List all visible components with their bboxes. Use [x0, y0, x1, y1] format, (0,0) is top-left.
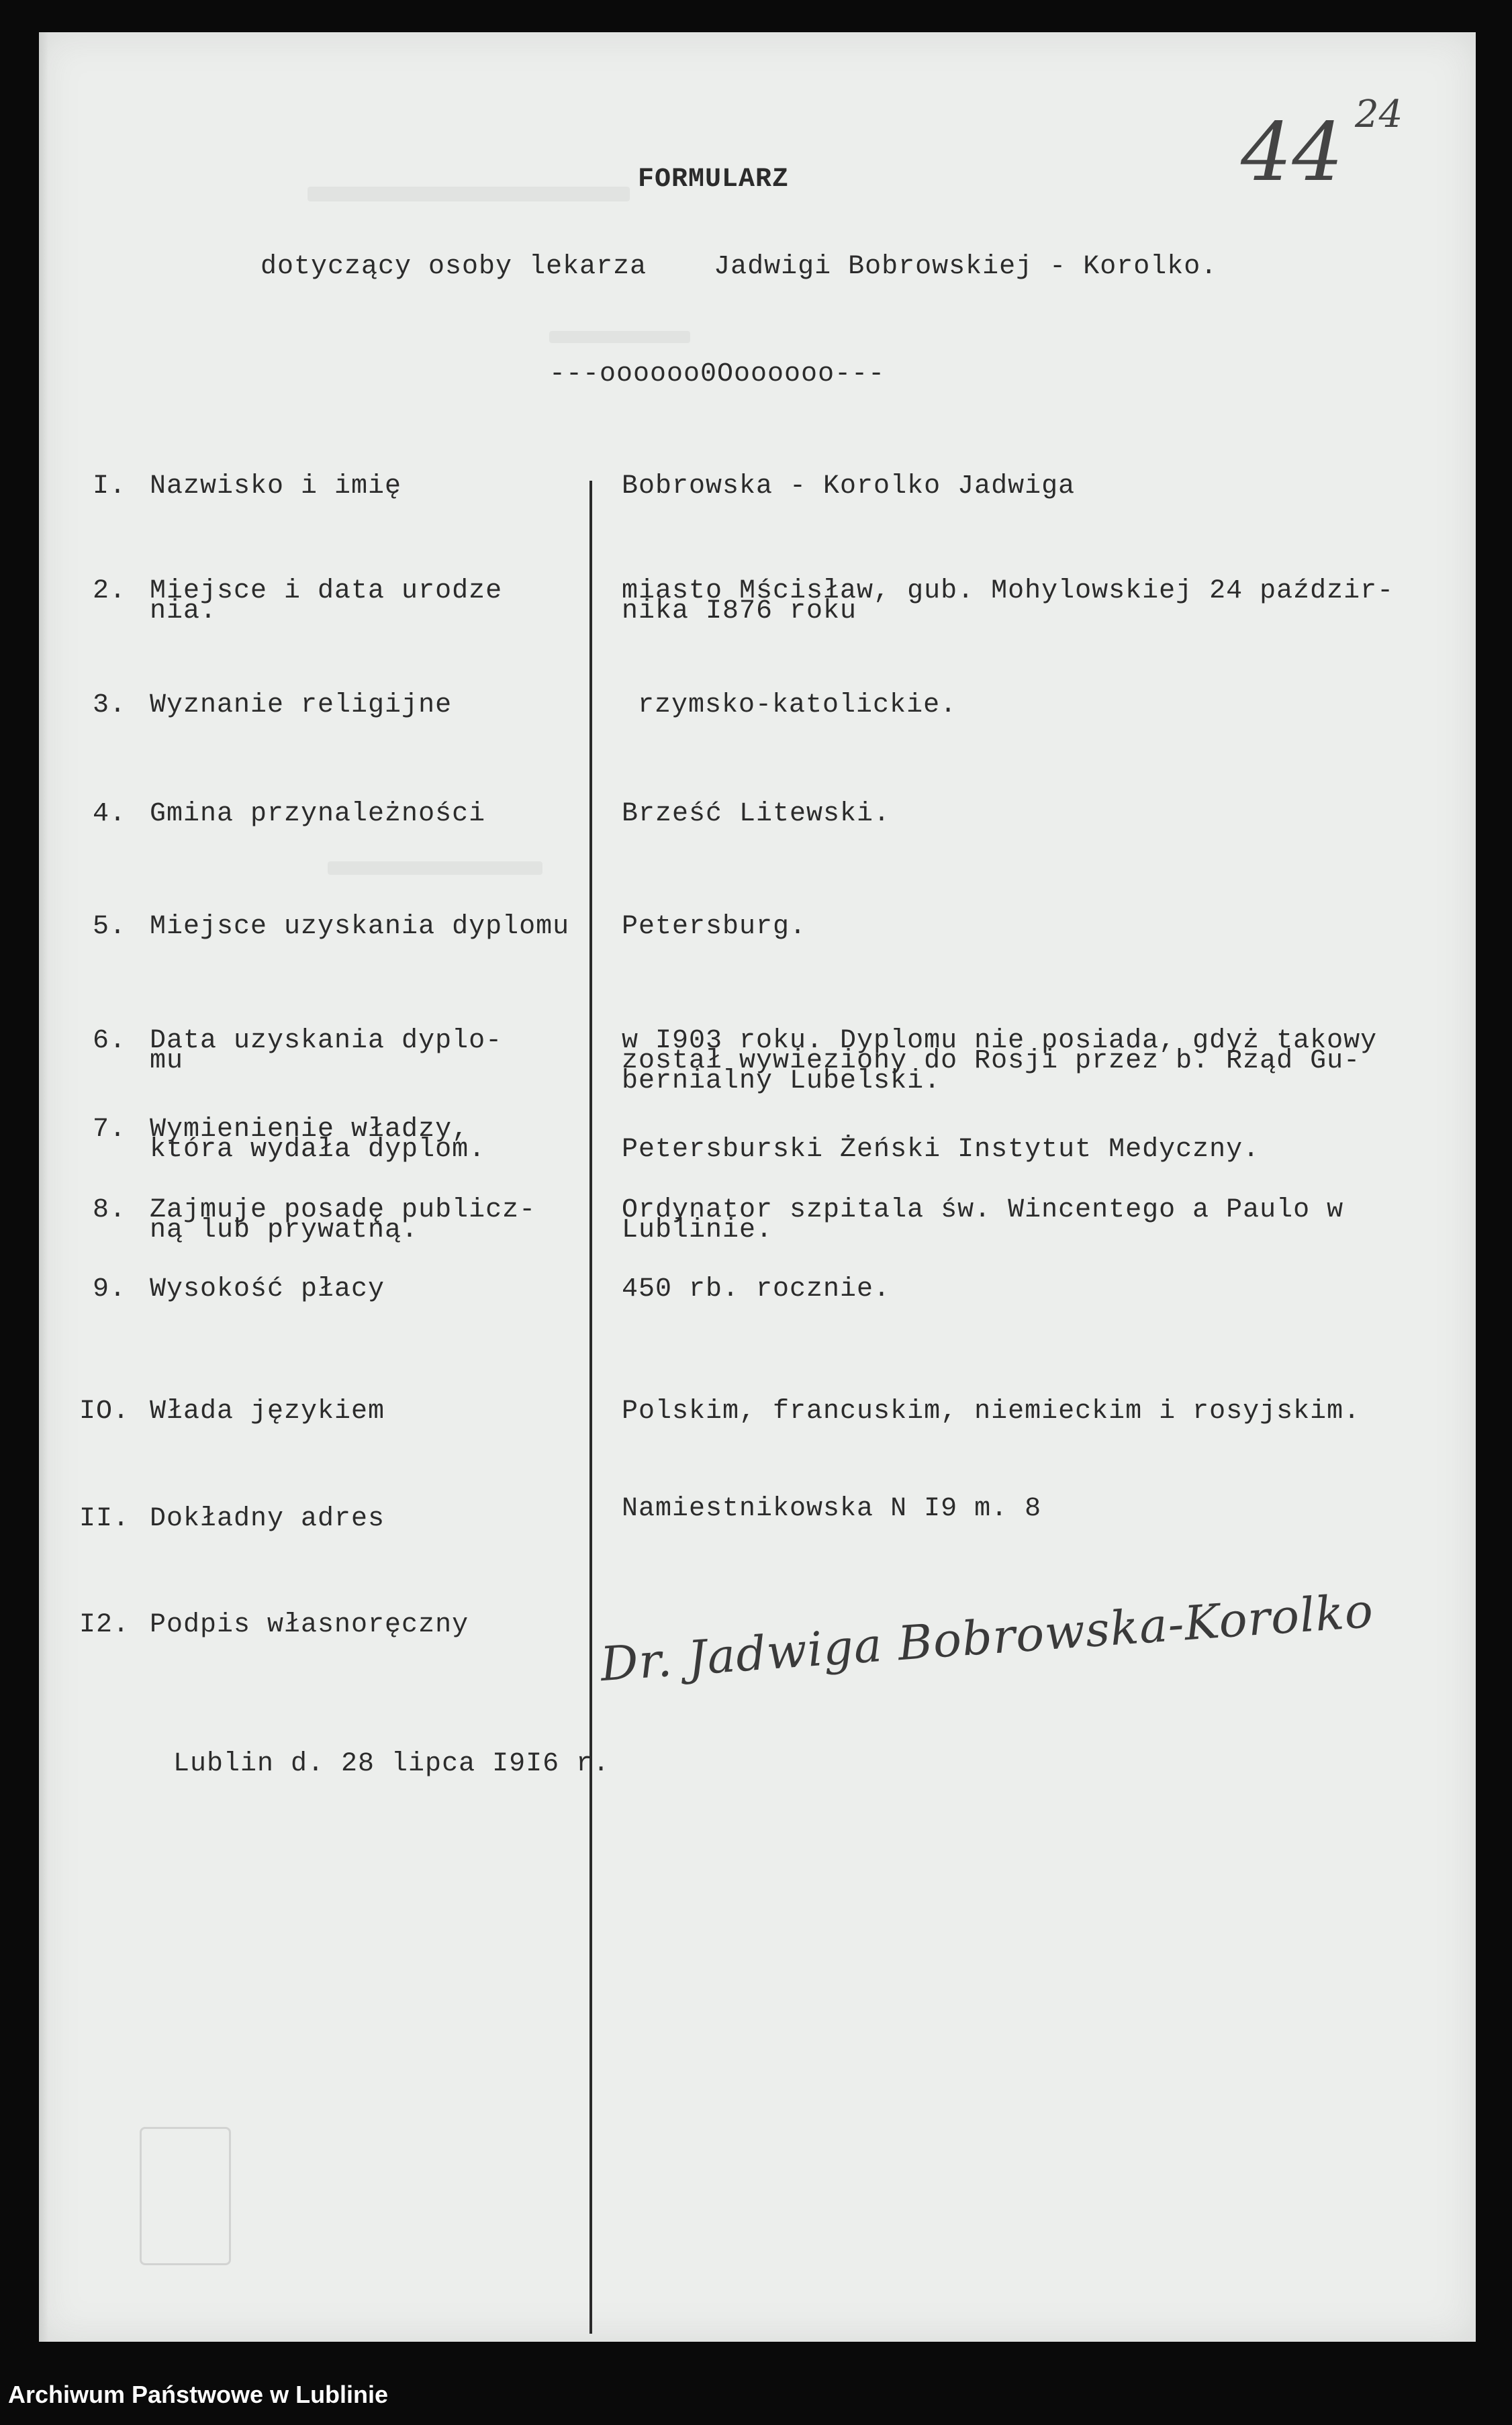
row-value: rzymsko-katolickie. — [638, 690, 957, 720]
place-and-date: Lublin d. 28 lipca I9I6 r. — [173, 1749, 610, 1779]
row-label: Włada językiem — [150, 1396, 385, 1427]
row-label: Zajmuje posadę publicz- ną lub prywatną. — [150, 1195, 536, 1245]
row-number: 4. — [93, 799, 127, 829]
row-value: miasto Mścisław, gub. Mohylowskiej 24 paździr- nika I876 roku — [622, 576, 1395, 626]
document-subtitle: dotyczący osoby lekarza Jadwigi Bobrowskiej - Korolko. — [261, 252, 1218, 282]
row-number: 5. — [93, 912, 127, 942]
row-label: Wysokość płacy — [150, 1274, 385, 1304]
row-value: Petersburg. — [622, 912, 807, 942]
document-page — [39, 32, 1476, 2342]
row-number: 9. — [93, 1274, 127, 1304]
handwritten-page-number: 44 — [1241, 106, 1343, 199]
row-number: I2. — [79, 1610, 130, 1640]
faint-stamp-mark — [140, 2127, 231, 2265]
row-number: I. — [93, 471, 127, 502]
row-number: IO. — [79, 1396, 130, 1427]
row-label: Wyznanie religijne — [150, 690, 453, 720]
row-value: Polskim, francuskim, niemieckim i rosyjskim. — [622, 1396, 1361, 1427]
footer-bar — [0, 2375, 1512, 2425]
row-value: w I903 roku. Dyplomu nie posiada, gdyż takowy został wywieziony do Rosji przez b. Rząd Gu- bernialny Lubelski. — [622, 1026, 1378, 1096]
handwritten-page-number-small: 24 — [1355, 93, 1403, 136]
bleed-through-mark — [549, 331, 690, 343]
row-label: Gmina przynależności — [150, 799, 486, 829]
row-number: II. — [79, 1504, 130, 1534]
row-number: 7. — [93, 1114, 127, 1145]
handwritten-signature: Dr. Jadwiga Bobrowska-Korolko — [598, 1582, 1376, 1693]
row-value: Petersburski Żeński Instytut Medyczny. — [622, 1135, 1260, 1165]
row-value: 450 rb. rocznie. — [622, 1274, 891, 1304]
row-number: 2. — [93, 576, 127, 606]
row-label: Data uzyskania dyplo- mu — [150, 1026, 503, 1076]
row-label: Wymienienie władzy, która wydała dyplom. — [150, 1114, 486, 1165]
row-number: 6. — [93, 1026, 127, 1056]
row-label: Dokładny adres — [150, 1504, 385, 1534]
row-number: 8. — [93, 1195, 127, 1225]
row-label: Miejsce i data urodze nia. — [150, 576, 503, 626]
row-label: Miejsce uzyskania dyplomu — [150, 912, 570, 942]
row-value: Brześć Litewski. — [622, 799, 891, 829]
column-divider — [589, 481, 592, 2334]
row-label: Podpis własnoręczny — [150, 1610, 469, 1640]
row-value: Ordynator szpitala św. Wincentego a Paulo w Lublinie. — [622, 1195, 1344, 1245]
row-label: Nazwisko i imię — [150, 471, 402, 502]
bleed-through-mark — [308, 187, 630, 201]
bleed-through-mark — [328, 861, 542, 875]
document-title: FORMULARZ — [638, 164, 790, 195]
row-value: Namiestnikowska N I9 m. 8 — [622, 1494, 1042, 1524]
row-number: 3. — [93, 690, 127, 720]
row-value: Bobrowska - Korolko Jadwiga — [622, 471, 1076, 502]
separator-line: ---oooooo0Ooooooo--- — [549, 359, 886, 389]
archive-name: Archiwum Państwowe w Lublinie — [8, 2381, 389, 2408]
